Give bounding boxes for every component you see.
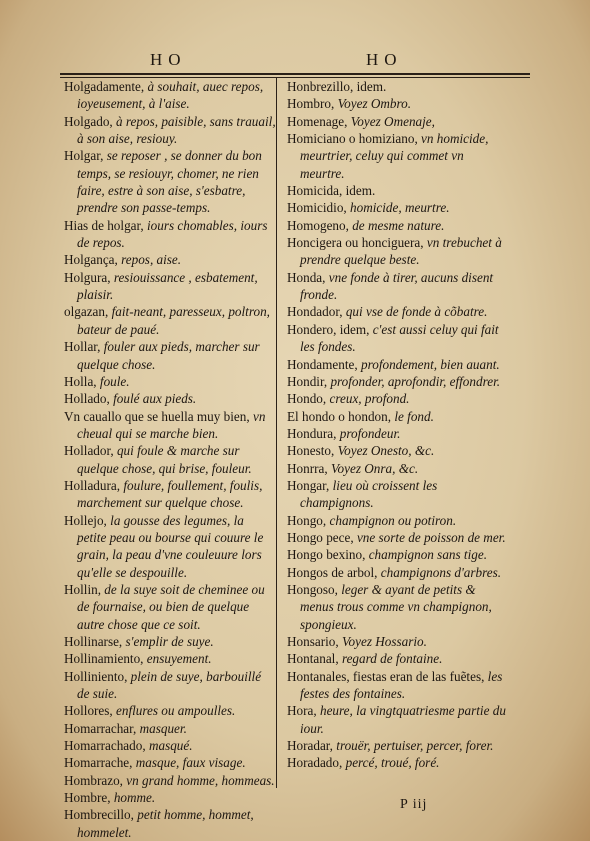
entry-headword: Horadado,	[287, 755, 346, 771]
entry-definition: foulé aux pieds.	[113, 391, 197, 407]
entry-headword: Hondir,	[287, 373, 331, 389]
entry-headword: Holgadamente,	[64, 79, 148, 94]
entry-definition: Voyez Onra, &c.	[330, 460, 419, 476]
dictionary-entry	[64, 442, 276, 477]
dictionary-entry	[64, 702, 276, 719]
entry-headword: Homenage,	[287, 113, 351, 129]
entry-definition: profondeur.	[339, 425, 401, 441]
entry-headword: Homicidio,	[287, 200, 351, 216]
entry-definition: lieu où croissent les champignons.	[300, 477, 438, 511]
entry-headword: Honrra,	[287, 460, 331, 476]
entry-headword: Hollinarse,	[64, 634, 126, 649]
entry-headword: Hondamente,	[287, 356, 361, 372]
entry-definition: se reposer , se donner du bon temps, se resiouyr, chomer, ne rien faire, estre à son aise, s'esbatre, prendre son passe-temps.	[77, 148, 262, 216]
entry-definition: le fond.	[394, 408, 434, 424]
dictionary-entry	[64, 78, 276, 113]
entry-definition: petit homme, hommet, hommelet.	[77, 807, 254, 840]
entry-headword: Hollinamiento,	[64, 651, 147, 667]
entry-headword: Hongoso,	[287, 581, 342, 597]
entry-headword: Hollado,	[64, 391, 114, 407]
entry-headword: Hollejo,	[64, 512, 111, 528]
entry-headword: Hombre,	[64, 790, 114, 806]
entry-definition: homme.	[113, 790, 156, 806]
entry-headword: Hontanal,	[287, 651, 342, 667]
entry-definition: foulure, foullement, foulis, marchement sur quelque chose.	[77, 477, 263, 511]
entry-definition: vn cheual qui se marche bien.	[77, 408, 266, 441]
dictionary-entry	[287, 182, 509, 199]
entry-definition: la gousse des legumes, la petite peau ou bourse qui couure le grain, la peau d'vne couleuure lors qu'elle se despouille.	[77, 512, 264, 580]
dictionary-entry	[64, 408, 276, 443]
dictionary-entry	[64, 390, 276, 407]
entry-definition: c'est aussi celuy qui fait les fondes.	[300, 321, 499, 355]
dictionary-entry	[64, 512, 276, 581]
entry-definition: à souhait, auec repos, ioyeusement, à l'aise.	[77, 79, 264, 112]
dictionary-entry	[287, 668, 509, 703]
entry-headword: Hongar,	[287, 477, 333, 493]
entry-definition: foule.	[99, 373, 130, 389]
entry-definition: champignon sans tige.	[368, 547, 488, 563]
dictionary-entry	[64, 113, 276, 148]
dictionary-entry	[287, 564, 509, 581]
entry-headword: Homarrache,	[64, 755, 136, 771]
dictionary-entry	[64, 251, 276, 268]
dictionary-entry	[287, 217, 509, 234]
entry-headword: Hongo,	[287, 512, 330, 528]
entry-definition: masquer.	[139, 720, 187, 736]
entry-headword: El hondo o hondon,	[287, 408, 395, 424]
dictionary-entry	[287, 737, 509, 754]
entry-definition: vn homicide, meurtrier, celuy qui commet vn meurtre.	[300, 131, 489, 181]
entry-definition: vn grand homme, hommeas.	[126, 772, 275, 788]
dictionary-entry	[287, 633, 509, 650]
column-divider	[276, 78, 277, 788]
page-signature: P iij	[400, 797, 428, 812]
entry-definition: masque, faux visage.	[135, 755, 246, 771]
entry-headword: Holgar,	[64, 148, 107, 164]
dictionary-entry	[64, 303, 276, 338]
entry-definition: profonder, aprofondir, effondrer.	[330, 373, 501, 389]
dictionary-entry	[64, 147, 276, 216]
entry-headword: Hombrazo,	[64, 772, 127, 788]
entry-definition: champignon ou potiron.	[329, 512, 457, 528]
entry-headword: Hondo,	[287, 391, 330, 407]
entry-headword: Vn cauallo que se huella muy bien,	[64, 408, 253, 424]
entry-headword: Homogeno,	[287, 217, 353, 233]
dictionary-entry	[287, 390, 509, 407]
entry-definition: ensuyement.	[146, 651, 212, 667]
dictionary-entry	[64, 720, 276, 737]
entry-headword: Hombro,	[287, 96, 338, 112]
entry-definition: qui foule & marche sur quelque chose, qui brise, fouleur.	[77, 443, 252, 476]
dictionary-entry	[64, 650, 276, 667]
entry-headword: Homarrachado,	[64, 738, 149, 754]
entry-definition: champignons d'arbres.	[380, 564, 502, 580]
entry-definition: homicide, meurtre.	[350, 200, 450, 216]
entry-headword: Hollador,	[64, 443, 117, 459]
dictionary-entry	[64, 806, 276, 841]
entry-headword: Honsario,	[287, 634, 342, 649]
dictionary-entry	[287, 95, 509, 112]
dictionary-entry	[287, 581, 509, 633]
entry-definition: à repos, paisible, sans trauail, à son aise, resiouy.	[77, 113, 276, 147]
dictionary-entry	[287, 529, 509, 546]
entry-headword: Hombrecillo,	[64, 807, 138, 823]
entry-definition: profondement, bien auant.	[360, 356, 500, 372]
entry-definition: vn trebuchet à prendre quelque beste.	[300, 235, 502, 268]
entry-headword: Horadar,	[287, 738, 337, 754]
running-header	[58, 50, 528, 72]
header-left: HO	[150, 50, 187, 69]
dictionary-entry	[64, 338, 276, 373]
entry-definition: s'emplir de suye.	[125, 634, 214, 649]
entry-definition: repos, aise.	[121, 252, 182, 268]
dictionary-entry	[287, 234, 509, 269]
left-column	[64, 78, 276, 841]
dictionary-entry	[287, 113, 509, 130]
dictionary-entry	[287, 373, 509, 390]
entry-headword: Homarrachar,	[64, 720, 140, 736]
header-right: HO	[366, 50, 403, 69]
entry-definition: de mesme nature.	[352, 217, 445, 233]
dictionary-entry	[64, 581, 276, 633]
entry-headword: Holgança,	[64, 252, 122, 268]
dictionary-entry	[64, 269, 276, 304]
entry-definition: percé, troué, foré.	[345, 755, 440, 771]
dictionary-entry	[287, 199, 509, 216]
entry-definition: vne sorte de poisson de mer.	[356, 529, 506, 545]
dictionary-entry	[287, 303, 509, 320]
entry-headword: Holgura,	[64, 269, 114, 285]
entry-headword: olgazan,	[64, 304, 112, 320]
dictionary-entry	[64, 789, 276, 806]
entry-definition: heure, la vingtquatriesme partie du iour.	[300, 703, 506, 736]
entry-headword: Hondador,	[287, 304, 346, 320]
dictionary-entry	[287, 408, 509, 425]
entry-headword: Hontanales, fiestas eran de las fuẽtes,	[287, 668, 488, 684]
dictionary-entry	[64, 633, 276, 650]
dictionary-entry	[287, 442, 509, 459]
dictionary-entry	[287, 546, 509, 563]
entry-definition: Voyez Onesto, &c.	[337, 443, 435, 459]
dictionary-entry	[287, 321, 509, 356]
entry-definition: enflures ou ampoulles.	[116, 703, 236, 719]
entry-definition: de la suye soit de cheminee ou de fournaise, ou bien de quelque autre chose que ce soit.	[77, 581, 265, 632]
entry-headword: Hondura,	[287, 425, 340, 441]
dictionary-entry	[64, 668, 276, 703]
entry-definition: leger & ayant de petits & menus trous comme vn champignon, spongieux.	[300, 581, 492, 632]
entry-headword: Honbrezillo, idem.	[287, 79, 387, 94]
entry-definition: plein de suye, barbouillé de suie.	[77, 668, 262, 702]
entry-headword: Honesto,	[287, 443, 338, 459]
entry-headword: Hongo bexino,	[287, 547, 369, 563]
entry-definition: Voyez Omenaje,	[350, 113, 435, 129]
dictionary-entry	[287, 650, 509, 667]
entry-definition: regard de fontaine.	[341, 651, 443, 667]
dictionary-entry	[287, 130, 509, 182]
entry-headword: Holgado,	[64, 113, 117, 129]
entry-headword: Hora,	[287, 703, 320, 719]
entry-headword: Homiciano o homiziano,	[287, 131, 422, 147]
entry-definition: trouër, pertuiser, percer, forer.	[336, 738, 494, 754]
dictionary-entry	[287, 425, 509, 442]
entry-definition: fait-neant, paresseux, poltron, bateur de paué.	[77, 304, 270, 337]
entry-headword: Hollin,	[64, 581, 105, 597]
dictionary-entry	[64, 754, 276, 771]
entry-headword: Homicida, idem.	[287, 183, 376, 199]
entry-headword: Hollores,	[64, 703, 117, 719]
entry-definition: les festes des fontaines.	[300, 668, 503, 702]
entry-definition: creux, profond.	[329, 391, 410, 407]
dictionary-entry	[64, 217, 276, 252]
header-rule	[60, 73, 530, 75]
dictionary-entry	[287, 754, 509, 771]
entry-definition: Voyez Hossario.	[341, 634, 427, 649]
dictionary-entry	[64, 477, 276, 512]
entry-headword: Hongo pece,	[287, 529, 357, 545]
entry-headword: Hongos de arbol,	[287, 564, 381, 580]
entry-headword: Hollar,	[64, 339, 104, 355]
dictionary-entry	[287, 512, 509, 529]
dictionary-entry	[64, 373, 276, 390]
dictionary-entry	[287, 477, 509, 512]
dictionary-entry	[287, 78, 509, 95]
dictionary-entry	[287, 460, 509, 477]
entry-definition: vne fonde à tirer, aucuns disent fronde.	[300, 269, 494, 303]
entry-definition: fouler aux pieds, marcher sur quelque chose.	[77, 339, 260, 372]
entry-headword: Honda,	[287, 269, 329, 285]
entry-definition: resiouissance , esbatement, plaisir.	[77, 269, 258, 303]
dictionary-entry	[287, 269, 509, 304]
entry-headword: Holliniento,	[64, 668, 131, 684]
entry-definition: masqué.	[148, 738, 193, 754]
entry-headword: Hondero, idem,	[287, 321, 373, 337]
entry-headword: Honcigera ou honciguera,	[287, 235, 427, 251]
dictionary-entry	[287, 702, 509, 737]
dictionary-entry	[287, 356, 509, 373]
entry-definition: iours chomables, iours de repos.	[77, 217, 268, 251]
right-column	[287, 78, 509, 772]
entry-definition: qui vse de fonde à cõbatre.	[345, 304, 488, 320]
entry-headword: Holladura,	[64, 477, 124, 493]
entry-headword: Hias de holgar,	[64, 217, 147, 233]
dictionary-entry	[64, 772, 276, 789]
dictionary-entry	[64, 737, 276, 754]
entry-headword: Holla,	[64, 373, 100, 389]
entry-definition: Voyez Ombro.	[337, 96, 412, 112]
